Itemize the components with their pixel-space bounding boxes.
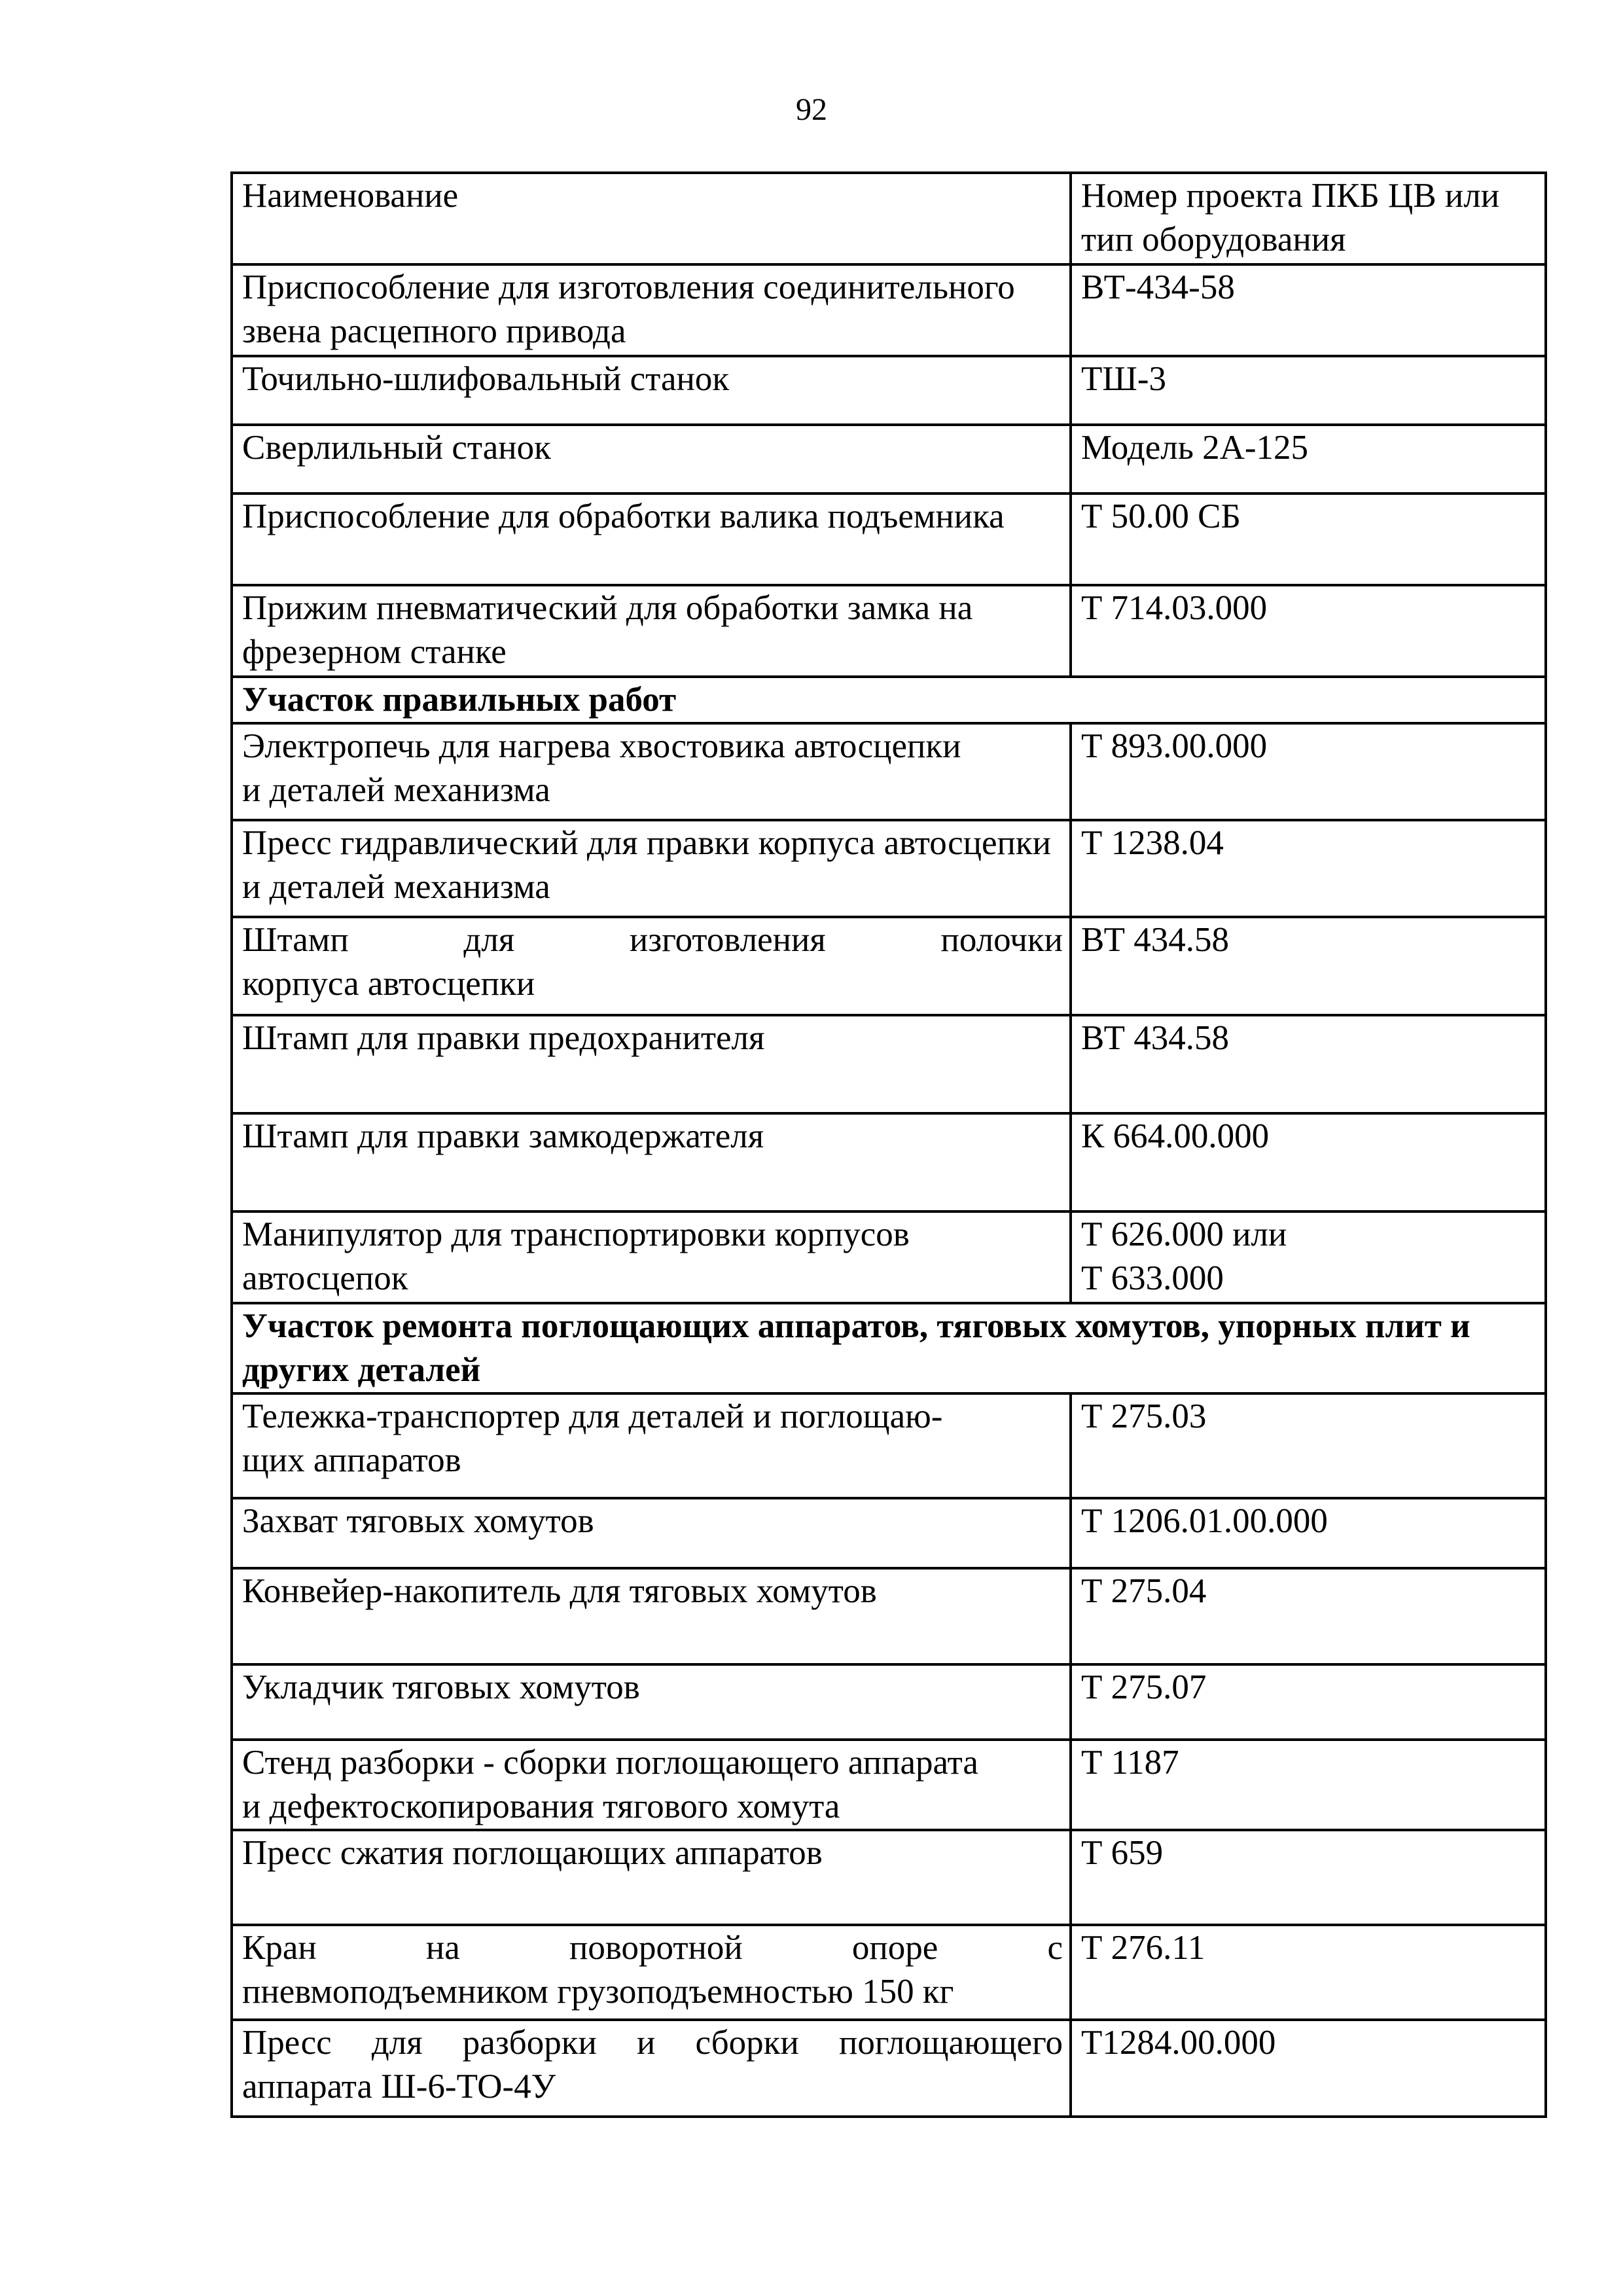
- row-name-line1: Пресс для разборки и сборки поглощающего: [242, 2024, 1063, 2062]
- row-number: К 664.00.000: [1071, 1113, 1546, 1211]
- table-row: [232, 264, 1546, 356]
- row-name-line2: и деталей механизма: [242, 771, 550, 809]
- table-row: [232, 1211, 1546, 1303]
- equipment-table: [230, 171, 1547, 2118]
- table-row: [232, 917, 1546, 1015]
- row-name-line2: щих аппаратов: [242, 1441, 461, 1479]
- row-name: [232, 2020, 1071, 2117]
- row-name: Пресс сжатия поглощающих аппаратов: [232, 1830, 1071, 1925]
- table-row: [232, 1113, 1546, 1211]
- table-row: [232, 585, 1546, 677]
- section-title: Участок правильных работ: [232, 677, 1546, 723]
- row-name: [232, 723, 1071, 820]
- table-row: [232, 1498, 1546, 1568]
- table-row: [232, 425, 1546, 493]
- table-row: [232, 493, 1546, 585]
- row-name: [232, 917, 1071, 1015]
- row-number-line1: Т 626.000 или: [1081, 1215, 1287, 1253]
- row-number-line2: Т 633.000: [1081, 1259, 1224, 1297]
- row-name: Точильно-шлифовальный станок: [232, 356, 1071, 425]
- row-name: Пресс гидравлический для правки корпуса автосцепки и деталей механизма: [232, 820, 1071, 917]
- row-name: Захват тяговых хомутов: [232, 1498, 1071, 1568]
- row-name: [232, 1393, 1071, 1498]
- row-number: ВТ-434-58: [1071, 264, 1546, 356]
- row-number: Т 50.00 СБ: [1071, 493, 1546, 585]
- table-row: [232, 820, 1546, 917]
- row-name: Манипулятор для транспортировки корпусов автосцепок: [232, 1211, 1071, 1303]
- row-name: Прижим пневматический для обработки замка на фрезерном станке: [232, 585, 1071, 677]
- row-number: Т 275.03: [1071, 1393, 1546, 1498]
- row-number: Т 275.07: [1071, 1664, 1546, 1740]
- row-number: ВТ 434.58: [1071, 917, 1546, 1015]
- section-row: [232, 677, 1546, 723]
- table-row: [232, 1393, 1546, 1498]
- row-name-line2: и дефектоскопирования тягового хомута: [242, 1787, 840, 1825]
- row-number: Т 659: [1071, 1830, 1546, 1925]
- table-row: [232, 1830, 1546, 1925]
- row-name: Конвейер-накопитель для тяговых хомутов: [232, 1568, 1071, 1664]
- header-name: Наименование: [232, 173, 1071, 264]
- table-header-row: [232, 173, 1546, 264]
- section-title: Участок ремонта поглощающих аппаратов, тяговых хомутов, упорных плит и других деталей: [232, 1303, 1546, 1393]
- row-name: Приспособление для изготовления соединительного звена расцепного привода: [232, 264, 1071, 356]
- table-row: [232, 1664, 1546, 1740]
- row-name-line1: Электропечь для нагрева хвостовика автосцепки: [242, 727, 961, 765]
- row-name: [232, 1925, 1071, 2020]
- row-number: Т 714.03.000: [1071, 585, 1546, 677]
- row-number: ВТ 434.58: [1071, 1015, 1546, 1113]
- row-name-line1: Стенд разборки - сборки поглощающего аппарата: [242, 1744, 978, 1782]
- table-row: [232, 1925, 1546, 2020]
- row-number: Т1284.00.000: [1071, 2020, 1546, 2117]
- row-name: [232, 1740, 1071, 1830]
- row-name-line2: корпуса автосцепки: [242, 965, 535, 1003]
- header-number: Номер проекта ПКБ ЦВ или тип оборудования: [1071, 173, 1546, 264]
- row-number: [1071, 1211, 1546, 1303]
- row-name-line1: Штамп для изготовления полочки: [242, 921, 1063, 959]
- page-number: 92: [796, 92, 827, 127]
- row-number: ТШ-3: [1071, 356, 1546, 425]
- table-row: [232, 356, 1546, 425]
- table-row: [232, 2020, 1546, 2117]
- row-name-line2: пневмоподъемником грузоподъемностью 150 кг: [242, 1973, 954, 2011]
- row-number: Т 1238.04: [1071, 820, 1546, 917]
- table-row: [232, 1568, 1546, 1664]
- row-name-line1: Тележка-транспортер для деталей и поглощаю-: [242, 1397, 943, 1435]
- row-name: Приспособление для обработки валика подъемника: [232, 493, 1071, 585]
- table-row: [232, 723, 1546, 820]
- table-row: [232, 1015, 1546, 1113]
- row-number: Т 1206.01.00.000: [1071, 1498, 1546, 1568]
- section-row: [232, 1303, 1546, 1393]
- table-row: [232, 1740, 1546, 1830]
- row-name-line1: Кран на поворотной опоре с: [242, 1929, 1063, 1967]
- row-name: Штамп для правки замкодержателя: [232, 1113, 1071, 1211]
- row-name-line2: аппарата Ш-6-ТО-4У: [242, 2068, 556, 2106]
- row-name: Укладчик тяговых хомутов: [232, 1664, 1071, 1740]
- row-number: Т 1187: [1071, 1740, 1546, 1830]
- row-number: Модель 2А-125: [1071, 425, 1546, 493]
- row-number: Т 276.11: [1071, 1925, 1546, 2020]
- row-name: Штамп для правки предохранителя: [232, 1015, 1071, 1113]
- row-number: Т 275.04: [1071, 1568, 1546, 1664]
- row-name: Сверлильный станок: [232, 425, 1071, 493]
- row-number: Т 893.00.000: [1071, 723, 1546, 820]
